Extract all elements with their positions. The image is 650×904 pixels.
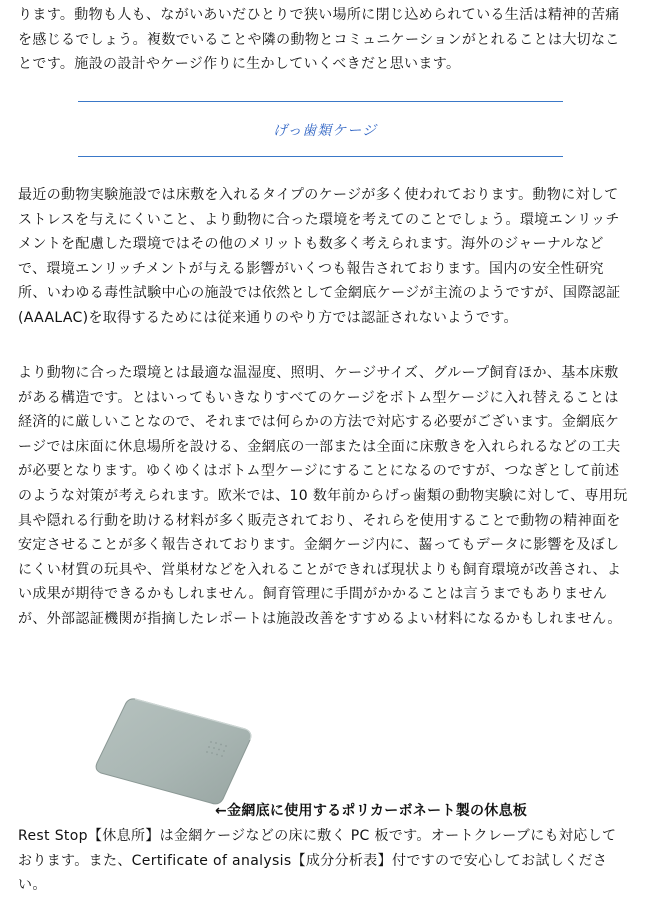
section-divider-top: [78, 101, 563, 102]
intro-paragraph: ります。動物も人も、ながいあいだひとりで狭い場所に閉じ込められている生活は精神的苦痛を感じるでしょう。複数でいることや隣の動物とコミュニケーションがとれることは大切なことです。施設の設計やケージ作りに生かしていくべきだと思います。: [18, 7, 620, 73]
body-paragraph-1: 最近の動物実験施設では床敷を入れるタイプのケージが多く使われております。動物に対してストレスを与えにくいこと、より動物に合った環境を考えてのことでしょう。環境エンリッチメントを配慮した環境ではその他のメリットも数多く考えられます。海外のジャーナルなどで、環境エンリッチメントが与える影響がいくつも報告されております。国内の安全性研究所、いわゆる毒性試験中心の施設では依然として金網底ケージが主流のようですが、国際認証(AAALAC)を取得するためには従来通りのやり方では認証されないようです。: [18, 187, 621, 326]
rest-board-photo: [95, 697, 255, 807]
footer-paragraph: Rest Stop【休息所】は金網ケージなどの床に敷く PC 板です。オートクレーブにも対応しております。また、Certificate of analysis【成分分析表】付ですので安心してお試しください。: [18, 828, 617, 894]
figure-caption: ←金網底に使用するポリカーボネート製の休息板: [215, 803, 528, 819]
section-title: げっ歯類ケージ: [272, 123, 378, 139]
section-divider-bottom: [78, 156, 563, 157]
body-paragraph-2: より動物に合った環境とは最適な温湿度、照明、ケージサイズ、グループ飼育ほか、基本床敷がある構造です。とはいってもいきなりすべてのケージをボトム型ケージに入れ替えることは経済的に厳しいことなので、それまでは何らかの方法で対応する必要がございます。金網底ケージでは床面に休息場所を設ける、金網底の一部または全面に床敷きを入れられるなどの工夫が必要となります。ゆくゆくはボトム型ケージにすることになるのですが、つなぎとして前述のような対策が考えられます。欧米では、10 数年前からげっ歯類の動物実験に対して、専用玩具や隠れる行動を助ける材料が多く販売されており、それらを使用することで動物の精神面を安定させることが多く報告されております。金網ケージ内に、齧ってもデータに影響を及ぼしにくい材質の玩具や、営巣材などを入れることができれば現状よりも飼育環境が改善され、よい成果が期待できるかもしれません。飼育管理に手間がかかることは言うまでもありませんが、外部認証機関が指摘したレポートは施設改善をすすめるよい材料になるかもしれません。: [18, 365, 628, 627]
